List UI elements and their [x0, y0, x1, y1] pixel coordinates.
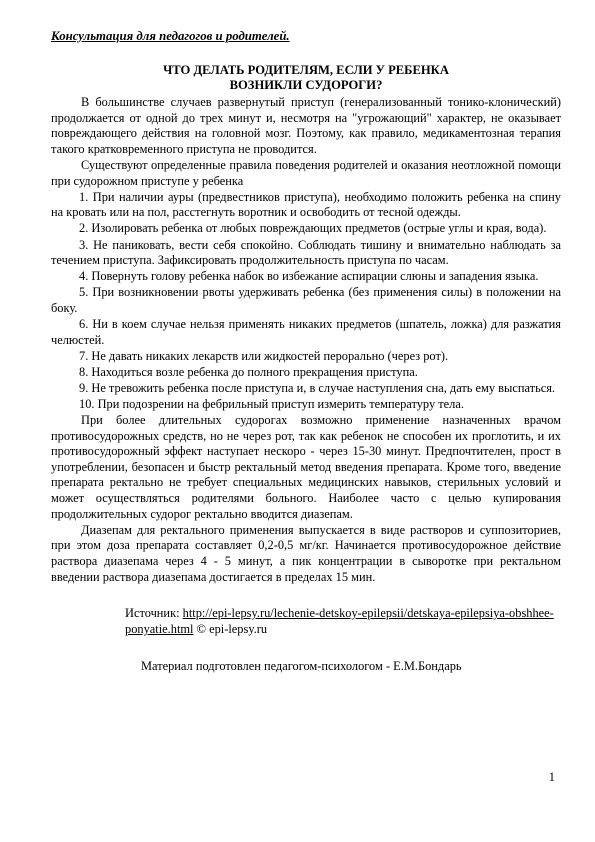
author-credit: Материал подготовлен педагогом-психологом - Е.М.Бондарь — [141, 659, 462, 674]
rules-list — [51, 190, 561, 413]
list-item: 4. Повернуть голову ребенка набок во избежание аспирации слюны и западения языка. — [79, 269, 539, 284]
list-item: 6. Ни в коем случае нельзя применять никаких предметов (шпатель, ложка) для разжатия челюстей. — [51, 317, 561, 347]
source-suffix: © epi-lepsy.ru — [193, 622, 268, 637]
list-item: 7. Не давать никаких лекарств или жидкостей перорально (через рот). — [79, 348, 449, 363]
source-citation — [51, 605, 565, 637]
list-item: 3. Не паниковать, вести себя спокойно. Соблюдать тишину и внимательно наблюдать за течением приступа. Зафиксировать продолжительность приступа по часам. — [51, 237, 561, 268]
source-label: Источник: — [125, 606, 183, 621]
list-item: 10. При подозрении на фебрильный приступ измерить температуру тела. — [79, 396, 464, 411]
source-link[interactable]: http://epi-lepsy.ru/lechenie-detskoy-epilepsii/detskaya-epilepsiya-obshhee-ponyatie.html — [125, 606, 554, 637]
document-header: Консультация для педагогов и родителей. — [51, 29, 290, 43]
intro-paragraph-1: В большинстве случаев развернутый приступ (генерализованный тонико-клонический) продолжается от одной до трех минут и, несмотря на "угрожающий" характер, не оказывает повреждающего действия на головной мозг. Поэтому, как правило, медикаментозная терапия такого кратковременного приступа не проводится. — [51, 95, 561, 156]
list-item: 9. Не тревожить ребенка после приступа и, в случае наступления сна, дать ему выспаться. — [79, 380, 556, 395]
closing-paragraph-2: Диазепам для ректального применения выпускается в виде растворов и суппозиториев, при этом доза препарата составляет 0,2-0,5 мг/кг. Начинается противосудорожное действие раствора диазепама через 4 - 5 минут, а пик концентрации в сыворотке при ректальном введении раствора диазепама достигается в пределах 15 мин. — [51, 522, 561, 584]
title-line-1: ЧТО ДЕЛАТЬ РОДИТЕЛЯМ, ЕСЛИ У РЕБЕНКА — [163, 62, 449, 77]
document-body — [51, 29, 561, 675]
list-item: 1. При наличии ауры (предвестников приступа), необходимо положить ребенка на спину на кровать или на пол, расстегнуть воротник и освободить от тесной одежды. — [51, 189, 561, 220]
title-line-2: ВОЗНИКЛИ СУДОРОГИ? — [229, 78, 383, 93]
intro-paragraph-2: Существуют определенные правила поведения родителей и оказания неотложной помощи при судорожном приступе у ребенка — [51, 158, 561, 188]
list-item: 8. Находиться возле ребенка до полного прекращения приступа. — [79, 364, 418, 379]
page-number: 1 — [548, 770, 555, 784]
list-item: 2. Изолировать ребенка от любых повреждающих предметов (острые углы и края, вода). — [79, 221, 547, 236]
closing-paragraph-1: При более длительных судорогах возможно применение назначенных врачом противосудорожных средств, но не через рот, так как ребенок не способен их проглотить, и их противосудорожный эффект наступает нескоро - через 15-30 минут. Предпочтителен, прост в употреблении, безопасен и быстр ректальный метод введения препарата. Кроме того, введение препарата ректально не требует специальных медицинских навыков, стерильных условий и может осуществляться родителями больного. Наиболее часто с целью купирования продолжительных судорог ректально вводится диазепам. — [51, 413, 561, 521]
list-item: 5. При возникновении рвоты удерживать ребенка (без применения силы) в положении на боку. — [51, 285, 561, 315]
document-title — [51, 63, 561, 95]
